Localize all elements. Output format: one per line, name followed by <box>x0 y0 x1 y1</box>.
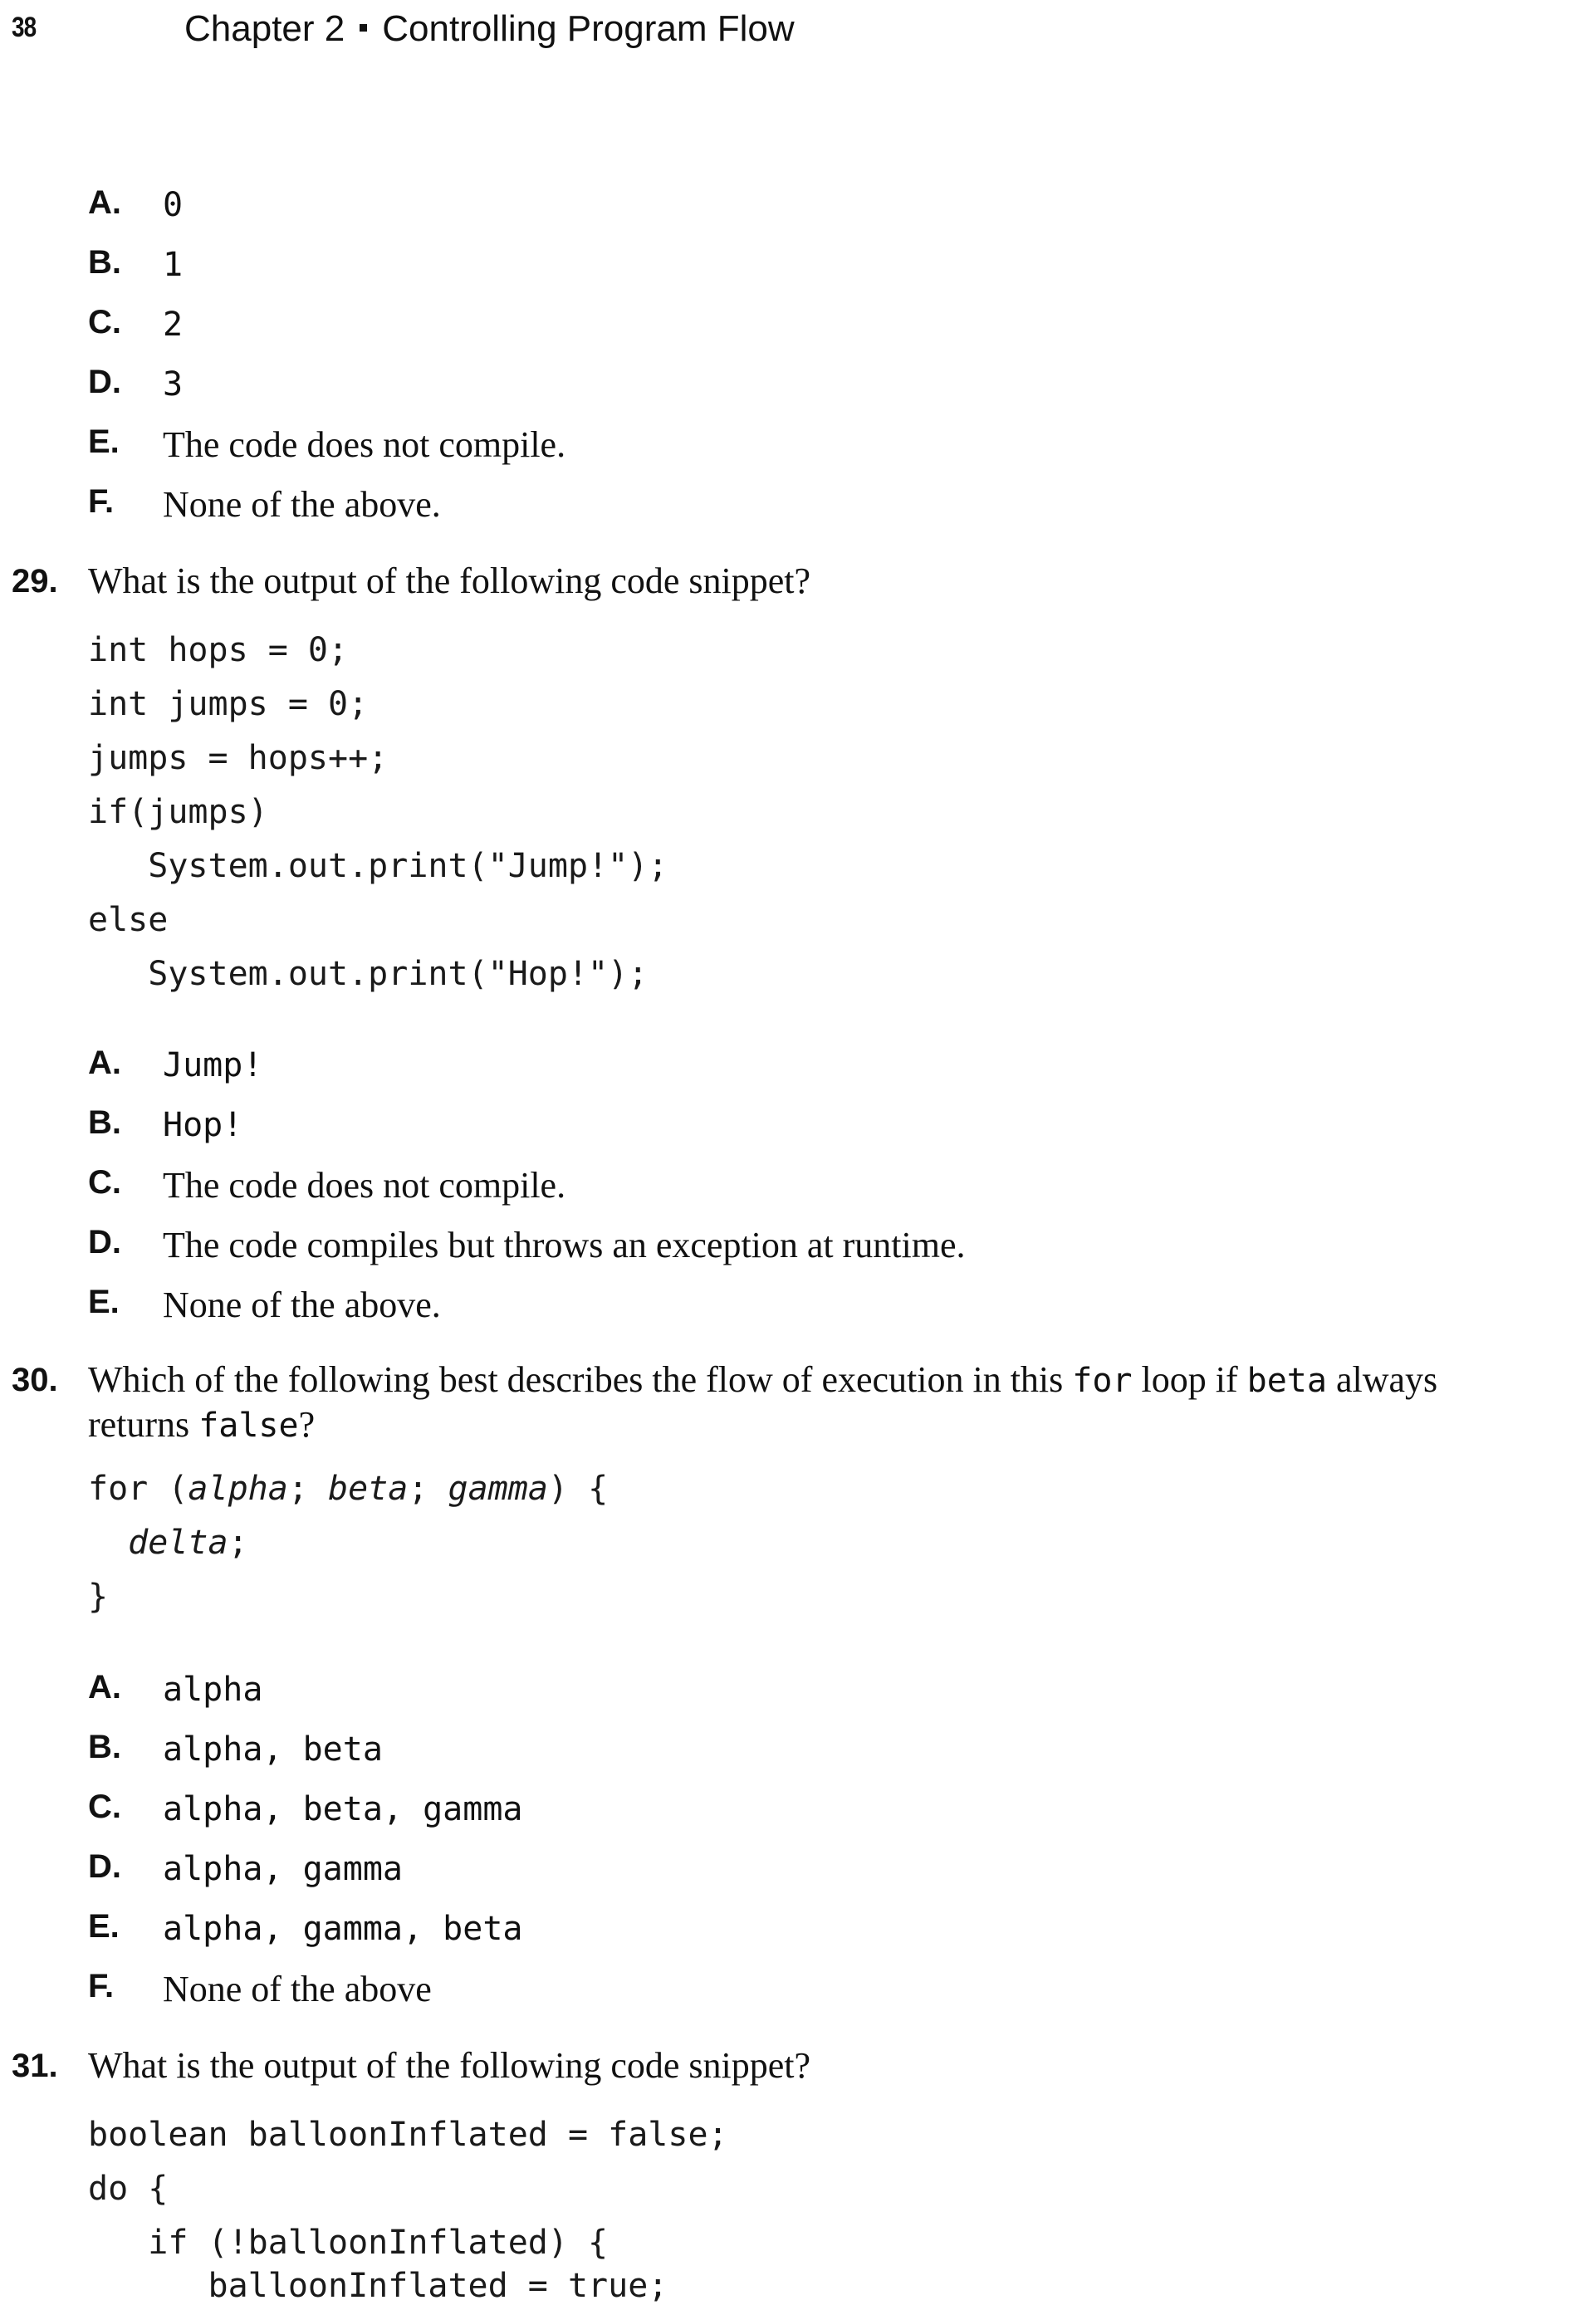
book-page: 38 Chapter 2 Controlling Program Flow A. 0 B. 1 C. 2 D. 3 E. The code does not compile. F. None of the above. 29. What is the output of the following code snippet? int hops = 0; int jumps = 0; jumps = hops++; if(jumps) System.out.print("Jump!"); else System.out.print("Hop!"); A. Jump! B. Hop! C. The code does not compile. D. The code compiles but throws an exception at runtime. E. None of the above. 30. Which of the following best describes the flow of execution in this for loop if beta always returns false? for (alpha; beta; gamma) { delta; } A. alpha B. alpha, beta C. alpha, beta, gamma D. alpha, gamma E. alpha, gamma, beta F. None of the above 31. What is the output of the following code snippet? boolean balloonInflated = false; do { if (!balloonInflated) { balloonInflated = true; <box>12 8 1438 2305</box>
question-text-line-2: returns false? <box>88 1404 316 1445</box>
code-line: delta; <box>128 1524 248 1562</box>
code-line: } <box>88 1578 109 1616</box>
question-number: 29. <box>12 563 58 599</box>
code-line: jumps = hops++; <box>88 739 389 777</box>
code-line: System.out.print("Jump!"); <box>88 847 668 885</box>
code-line: if(jumps) <box>88 793 268 831</box>
page-number: 38 <box>12 12 37 43</box>
code-line: int jumps = 0; <box>88 685 369 723</box>
code-line: else <box>88 901 169 939</box>
question-text: What is the output of the following code snippet? <box>88 560 811 601</box>
question-number: 31. <box>12 2048 58 2084</box>
code-line: if (!balloonInflated) { <box>88 2224 609 2262</box>
code-line: System.out.print("Hop!"); <box>88 955 649 993</box>
chapter-label: Chapter 2 <box>184 8 345 49</box>
question-text: What is the output of the following code snippet? <box>88 2045 811 2086</box>
code-line: balloonInflated = true; <box>88 2267 668 2305</box>
code-line: for (alpha; beta; gamma) { <box>88 1470 609 1508</box>
code-line: do { <box>88 2170 169 2208</box>
code-line: boolean balloonInflated = false; <box>88 2116 728 2154</box>
question-number: 30. <box>12 1362 58 1398</box>
header-bullet-icon <box>360 24 367 32</box>
running-header <box>184 8 795 50</box>
question-text: Which of the following best describes the flow of execution in this for loop if beta always <box>88 1359 1438 1400</box>
code-line: int hops = 0; <box>88 631 349 669</box>
chapter-title: Controlling Program Flow <box>382 8 795 49</box>
